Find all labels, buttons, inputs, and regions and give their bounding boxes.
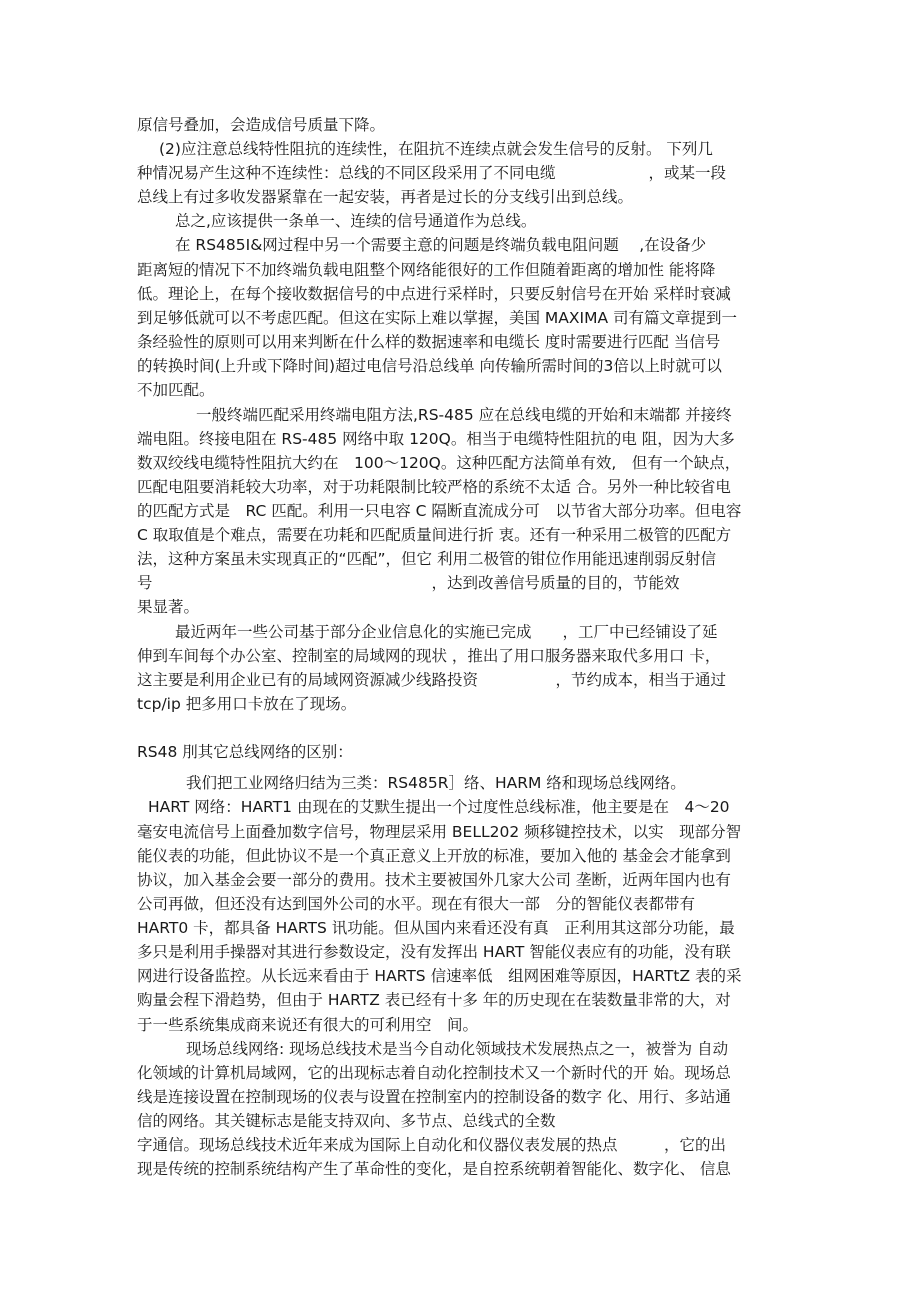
text-line: 于一些系统集成商来说还有很大的可利用空 间。 xyxy=(137,1016,479,1034)
text-line: 法，这种方案虽未实现真正的“匹配”，但它 利用二极管的钳位作用能迅速削弱反射信 xyxy=(137,550,716,568)
text-line: 总线上有过多收发器紧靠在一起安装，再者是过长的分支线引出到总线。 xyxy=(137,188,634,206)
text-line: 端电阻。终接电阻在 RS-485 网络中取 120Q。相当于电缆特性阻抗的电 阻，因为大多 xyxy=(137,430,735,448)
text-line: 能仪表的功能，但此协议不是一个真正意义上开放的标准，要加入他的 基金会才能拿到 xyxy=(137,847,731,865)
text-line: 伸到车间每个办公室、控制室的局域网的现状 ，推出了用口服务器来取代多用口 卡， xyxy=(137,647,721,665)
text-line: 数双绞线电缆特性阻抗大约在 100～120Q。这种匹配方法简单有效, 但有一个缺点， xyxy=(137,454,741,472)
text-line: C 取取值是个难点，需要在功耗和匹配质量间进行折 衷。还有一种采用二极管的匹配方 xyxy=(137,526,732,544)
text-line: 号 ，达到改善信号质量的目的，节能效 xyxy=(137,574,680,592)
section-heading: RS48 刖其它总线网络的区别： xyxy=(137,743,353,761)
text-line: 到足够低就可以不考虑匹配。但这在实际上难以掌握，美国 MAXIMA 司有篇文章提到一 xyxy=(137,309,737,327)
text-line: 种情况易产生这种不连续性：总线的不同区段采用了不同电缆 ，或某一段 xyxy=(137,164,727,182)
text-line: 在 RS485I&网过程中另一个需要主意的问题是终端负载电阻问题 ,在设备少 xyxy=(175,236,707,254)
text-line: 信的网络。其关键标志是能支持双向、多节点、总线式的全数 xyxy=(137,1112,556,1130)
text-line: 我们把工业网络归结为三类：RS485R］络、HARM 络和现场总线网络。 xyxy=(186,774,686,792)
text-line: tcp/ip 把多用口卡放在了现场。 xyxy=(137,695,357,713)
text-line: (2)应注意总线特性阻抗的连续性，在阻抗不连续点就会发生信号的反射。 下列几 xyxy=(159,140,713,158)
text-line: 多只是利用手操器对其进行参数设定，没有发挥出 HART 智能仪表应有的功能，没有联 xyxy=(137,943,731,961)
text-line: HART 网络：HART1 由现在的艾默生提出一个过度性总线标准，他主要是在 4～20 xyxy=(148,798,730,816)
text-line: 协议，加入基金会要一部分的费用。技术主要被国外几家大公司 垄断，近两年国内也有 xyxy=(137,871,731,889)
text-line: 购量会程下滑趋势，但由于 HARTZ 表已经有十多 年的历史现在在装数量非常的大，对 xyxy=(137,991,731,1009)
text-line: 的匹配方式是 RC 匹配。利用一只电容 C 隔断直流成分可 以节省大部分功率。但电容 xyxy=(137,502,742,520)
text-line: 原信号叠加，会造成信号质量下降。 xyxy=(137,116,386,134)
text-line: 低。理论上，在每个接收数据信号的中点进行采样时，只要反射信号在开始 采样时衰减 xyxy=(137,285,731,303)
text-line: 不加匹配。 xyxy=(137,381,215,399)
text-line: 最近两年一些公司基于部分企业信息化的实施已完成 ，工厂中已经铺设了延 xyxy=(175,623,718,641)
text-line: 公司再做，但还没有达到国外公司的水平。现在有很大一部 分的智能仪表都带有 xyxy=(137,895,696,913)
text-line: 字通信。现场总线技术近年来成为国际上自动化和仪器仪表发展的热点 ，它的出 xyxy=(137,1136,727,1154)
text-line: 条经验性的原则可以用来判断在什么样的数据速率和电缆长 度时需要进行匹配 当信号 xyxy=(137,333,721,351)
text-line: 的转换时间(上升或下降时间)超过电信号沿总线单 向传输所需时间的3倍以上时就可以 xyxy=(137,357,722,375)
text-line: 网进行设备监控。从长远来看由于 HARTS 信速率低 组网困难等原因，HARTtZ 表的采 xyxy=(137,967,742,985)
text-line: 匹配电阻要消耗较大功率，对于功耗限制比较严格的系统不太适 合。另外一种比较省电 xyxy=(137,478,731,496)
text-line: 毫安电流信号上面叠加数字信号，物理层采用 BELL202 频移键控技术，以实 现部分智 xyxy=(137,823,742,841)
text-line: 这主要是利用企业已有的局域网资源减少线路投资 ，节约成本，相当于通过 xyxy=(137,671,727,689)
text-line: 化领域的计算机局域网，它的出现标志着自动化控制技术又一个新时代的开 始。现场总 xyxy=(137,1064,731,1082)
text-line: HART0 卡，都具备 HARTS 讯功能。但从国内来看还没有真 正利用其这部分功能，最 xyxy=(137,919,735,937)
text-line: 现场总线网络: 现场总线技术是当今自动化领域技术发展热点之一，被誉为 自动 xyxy=(186,1040,729,1058)
text-line: 总之,应该提供一条单一、连续的信号通道作为总线。 xyxy=(175,212,537,230)
text-line: 线是连接设置在控制现场的仪表与设置在控制室内的控制设备的数字 化、用行、多站通 xyxy=(137,1088,731,1106)
text-line: 距离短的情况下不加终端负载电阻整个网络能很好的工作但随着距离的增加性 能将降 xyxy=(137,261,716,279)
text-line: 果显著。 xyxy=(137,598,200,616)
text-line: 一般终端匹配采用终端电阻方法,RS-485 应在总线电缆的开始和末端都 并接终 xyxy=(196,406,732,424)
text-line: 现是传统的控制系统结构产生了革命性的变化，是自控系统朝着智能化、数字化、 信息 xyxy=(137,1160,731,1178)
